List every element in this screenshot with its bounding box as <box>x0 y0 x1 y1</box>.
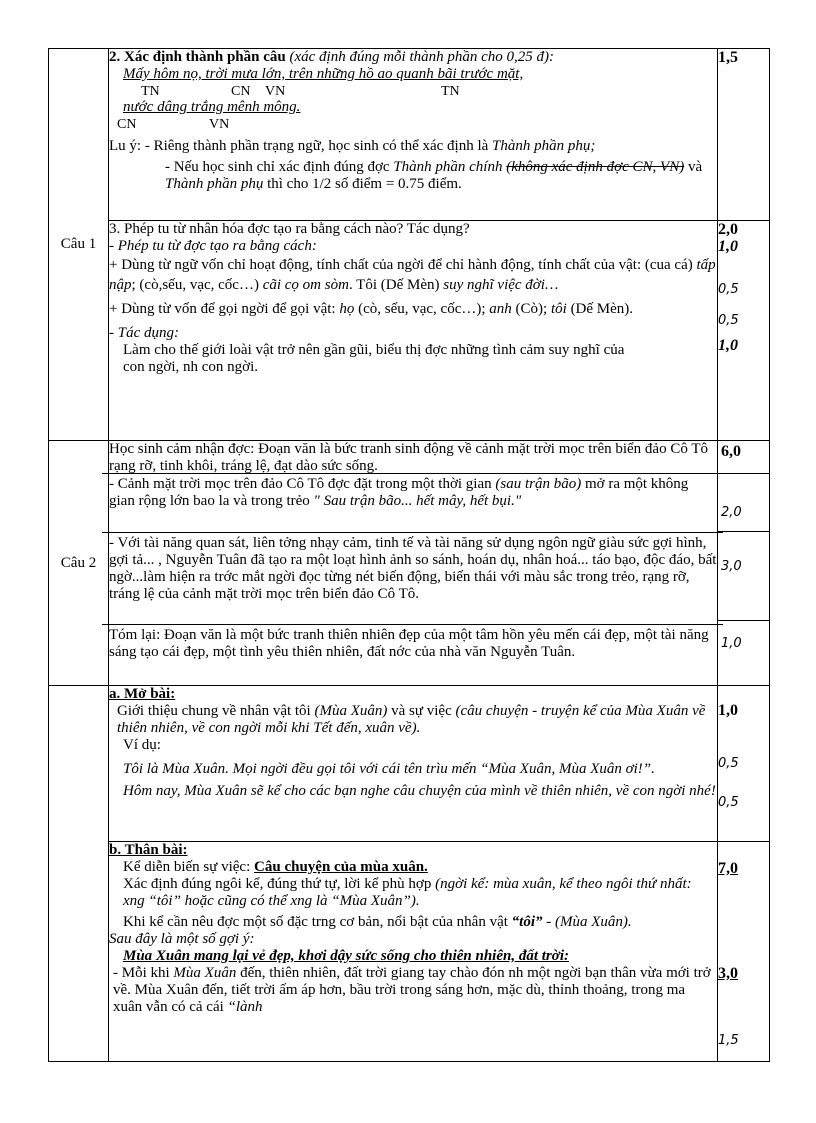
note-strike: (không xác định đợc CN, VN) <box>506 159 685 175</box>
cau2-p4: Tóm lại: Đoạn văn là một bức tranh thiên nhiên đẹp của một tâm hồn yêu mến cái đẹp, một tài năng sáng tạo cái đẹp, một tình yêu thiên nhiên, đất nớc của nhà văn Nguyễn Tuân. <box>102 624 723 685</box>
text: Xác định đúng ngôi kể, đúng thứ tự, lời kể phù hợp <box>123 876 432 892</box>
q2-heading: 2. Xác định thành phần câu <box>109 49 286 65</box>
question-label <box>49 686 109 1062</box>
table-row <box>49 441 770 686</box>
text: (sau trận bão) <box>495 476 582 492</box>
score: 2,0 <box>721 505 742 520</box>
table-row <box>49 49 770 221</box>
table-row <box>49 842 770 1062</box>
text: (Mùa Xuân) <box>314 703 388 719</box>
thanbai-line3 <box>109 914 717 931</box>
q2-tags-line1 <box>109 83 717 99</box>
table-row <box>49 221 770 441</box>
score: 1,0 <box>718 702 738 719</box>
q3-effect: Làm cho thế giới loài vật trở nên gần gũi, biểu thị đợc những tình cảm suy nghĩ của con ngời, nh con ngời. <box>123 342 625 375</box>
note-text: Lu ý: - Riêng thành phần trạng ngữ, học sinh có thể xác định là <box>109 138 489 154</box>
score-cell <box>718 441 770 686</box>
tag-tn: TN <box>141 84 160 99</box>
q2-sentence-line2: nước dâng trắng mênh mông. <box>123 99 301 115</box>
q3-point2 <box>109 299 717 319</box>
thanbai-heading: b. Thân bài: <box>109 842 188 858</box>
q3-sub1: - Phép tu từ đợc tạo ra bằng cách: <box>109 238 317 254</box>
thanbai-line6 <box>109 965 717 1016</box>
text: Khi kể cần nêu đợc một số đặc trng cơ bản, nổi bật của nhân vật <box>123 914 508 930</box>
text: (Dế Mèn). <box>570 301 634 317</box>
answer-cell <box>109 221 718 441</box>
q3-point1 <box>109 255 717 295</box>
tag-cn: CN <box>231 84 251 99</box>
mobai-heading: a. Mở bài: <box>109 686 176 702</box>
text: ; (cò,sếu, vạc, cốc…) <box>131 277 259 293</box>
note-italic: Thành phần phụ; <box>492 138 596 154</box>
tag-vn: VN <box>265 84 286 99</box>
text: “tôi” <box>511 914 543 930</box>
mobai-vidu: Ví dụ: <box>123 737 161 753</box>
question-label: Câu 2 <box>49 441 109 686</box>
score: 2,0 <box>718 221 738 238</box>
score: 6,0 <box>721 443 741 460</box>
mobai-example1: Tôi là Mùa Xuân. Mọi ngời đều gọi tôi với cái tên trìu mến “Mùa Xuân, Mùa Xuân ơi!”. <box>123 761 655 777</box>
text: (cò, sếu, vạc, cốc…); <box>358 301 486 317</box>
text: cãi cọ om sòm <box>262 277 349 293</box>
text: đến, thiên nhiên, đất trời giang tay chào đón nh một ngời bạn thân vừa mới trở về. Mùa Xuân đến, tiết trời ấm áp hơn, bầu trời trong sáng hơn, mặc dù, thỉnh thoảng, trong ma xuân vẫn có cả cái <box>113 965 711 1015</box>
text: anh <box>489 301 512 317</box>
text: - (Mùa Xuân). <box>546 914 632 930</box>
thanbai-line1 <box>109 859 717 876</box>
cau2-p3: - Với tài năng quan sát, liên tởng nhạy cảm, tinh tế và tài năng sử dụng ngôn ngữ giàu sức gợi hình, gợi tả... , Nguyễn Tuân đã tạo ra một loạt hình ảnh so sánh, hoán dụ, nhân hoá... táo bạo, độc đáo, bất ngờ...làm hiện ra trớc mắt ngời đọc từng nét biến động, biến thái với màu sắc trong trẻo, rạng rỡ, tráng lệ của cảnh mặt trời mọc trên biển đảo Cô Tô. <box>102 532 723 624</box>
text: mở ra một không gian rộng lớn bao la và trong trẻo <box>109 476 689 509</box>
score: 1,0 <box>718 238 738 255</box>
cau2-p2 <box>102 473 723 532</box>
tag-cn: CN <box>117 117 137 132</box>
text: (câu chuyện - truyện kể của Mùa Xuân về thiên nhiên, về con ngời mỗi khi Tết đến, xuân về). <box>117 703 706 736</box>
score: 1,5 <box>718 49 738 66</box>
text: “lành <box>227 999 263 1015</box>
score: 0,5 <box>718 282 739 297</box>
score: 1,0 <box>721 636 742 651</box>
thanbai-line5: Mùa Xuân mang lại vẻ đẹp, khơi dậy sức sống cho thiên nhiên, đất trời: <box>123 948 569 964</box>
q2-heading-note: (xác định đúng mỗi thành phần cho 0,25 đ): <box>289 49 555 65</box>
text: (ngời kể: mùa xuân, kể theo ngôi thứ nhất: xng “tôi” hoặc cũng có thể xng là “Mùa Xuân”). <box>123 876 692 909</box>
q2-note1 <box>109 138 717 155</box>
tag-tn: TN <box>441 84 460 99</box>
q3-sub2: - Tác dụng: <box>109 325 179 341</box>
table-row <box>49 686 770 842</box>
score-cell <box>718 221 770 441</box>
note-text: thì cho 1/2 số điểm = 0.75 điểm. <box>267 176 462 192</box>
score: 0,5 <box>718 756 739 771</box>
text: . Tôi (Dế Mèn) <box>348 277 440 293</box>
score: 7,0 <box>718 860 738 877</box>
text: - Mỗi khi <box>113 965 170 981</box>
mobai-intro <box>109 703 717 737</box>
answer-cell <box>109 49 718 221</box>
answer-cell <box>109 686 718 842</box>
cau2-p1: Học sinh cảm nhận đợc: Đoạn văn là bức tranh sinh động về cảnh mặt trời mọc trên biển đảo Cô Tô rạng rỡ, tinh khôi, tráng lệ, đạt dào sức sống. <box>109 441 708 473</box>
text: tấp nập <box>109 257 716 293</box>
score-cell <box>718 842 770 1062</box>
text: - Cảnh mặt trời mọc trên đảo Cô Tô đợc đặt trong một thời gian <box>109 476 492 492</box>
note-italic: Thành phần chính <box>393 159 503 175</box>
score-cell <box>718 686 770 842</box>
score: 1,0 <box>718 337 738 354</box>
text: Mùa Xuân <box>173 965 237 981</box>
note-text: - Nếu học sinh chỉ xác định đúng đợc <box>165 159 390 175</box>
text: Kể diễn biến sự việc: <box>123 859 251 875</box>
thanbai-line2 <box>109 876 717 910</box>
text: Giới thiệu chung về nhân vật tôi <box>117 703 311 719</box>
score: 0,5 <box>718 795 739 810</box>
score: 3,0 <box>718 965 738 982</box>
q2-note2 <box>109 159 717 193</box>
note-italic: Thành phần phụ <box>165 176 264 192</box>
text: suy nghĩ việc đời… <box>443 277 559 293</box>
text: (Cò); <box>515 301 548 317</box>
question-label: Câu 1 <box>49 49 109 441</box>
text: + Dùng từ ngữ vốn chỉ hoạt động, tính chất của ngời để chỉ hành động, tính chất của vật: (cua cá) <box>109 257 693 273</box>
answer-table <box>48 48 770 1062</box>
text: Câu chuyện của mùa xuân. <box>254 859 428 875</box>
text: tôi <box>550 301 567 317</box>
note-text: và <box>687 159 703 175</box>
score: 0,5 <box>718 313 739 328</box>
text: và sự việc <box>391 703 452 719</box>
score: 1,5 <box>718 1033 739 1048</box>
answer-cell <box>109 842 718 1062</box>
text: + Dùng từ vốn để gọi ngời để gọi vật: <box>109 301 336 317</box>
q2-sentence-line1: Mấy hôm nọ, trời mưa lớn, trên những hồ ao quanh bãi trước mặt, <box>123 66 524 82</box>
score-cell <box>718 49 770 221</box>
tag-vn: VN <box>209 117 230 132</box>
answer-cell <box>109 441 718 686</box>
q2-tags-line2 <box>109 116 717 132</box>
q3-heading: 3. Phép tu từ nhân hóa đợc tạo ra bằng cách nào? Tác dụng? <box>109 221 470 237</box>
text: họ <box>339 301 355 317</box>
text: " Sau trận bão... hết mây, hết bụi." <box>313 493 522 509</box>
mobai-example2: Hôm nay, Mùa Xuân sẽ kể cho các bạn nghe câu chuyện của mình về thiên nhiên, về con ngời nhé! <box>123 783 716 799</box>
thanbai-line4: Sau đây là một số gợi ý: <box>109 931 255 947</box>
score: 3,0 <box>721 559 742 574</box>
